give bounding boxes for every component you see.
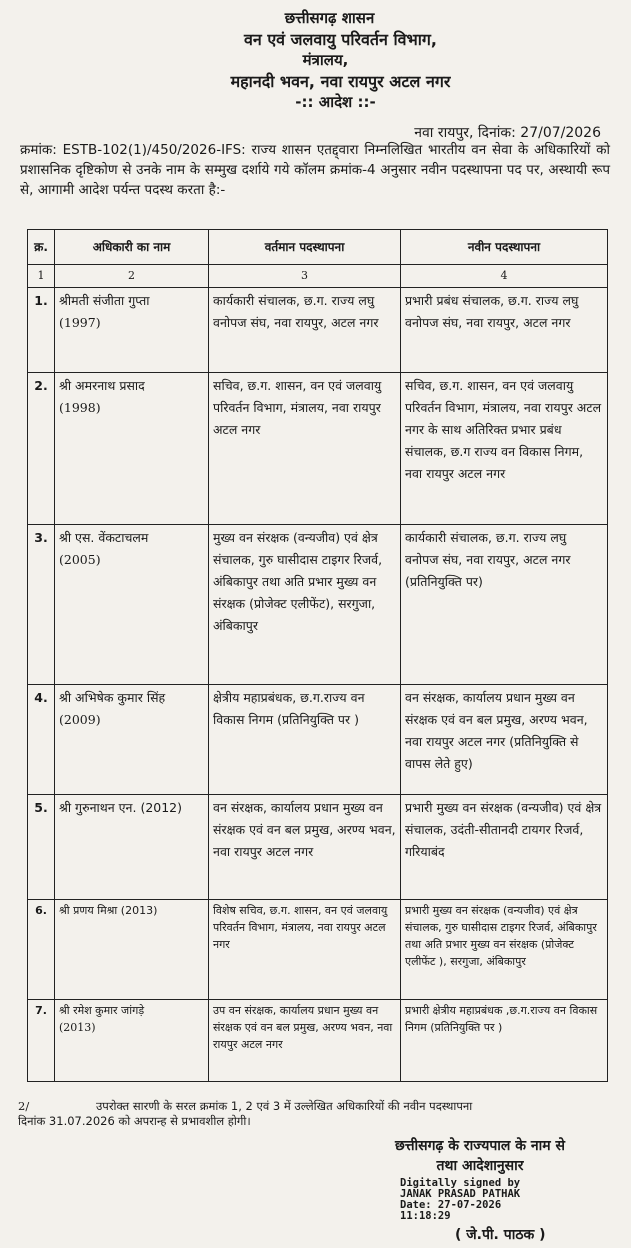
digital-signature-name: JANAK PRASAD PATHAK (400, 1188, 521, 1200)
footnote-text-continued: दिनांक 31.07.2026 को अपरान्ह से प्रभावशील होगी। (18, 1114, 251, 1128)
current-posting: क्षेत्रीय महाप्रबंधक, छ.ग.राज्य वन विकास निगम (प्रतिनियुक्ति पर ) (209, 685, 401, 795)
row-serial: 4. (28, 685, 55, 795)
header-government: छत्तीसगढ़ शासन (284, 9, 375, 27)
index-cell: 1 (28, 265, 55, 288)
table-row (28, 685, 608, 795)
current-posting: मुख्य वन संरक्षक (वन्यजीव) एवं क्षेत्र संचालक, गुरु घासीदास टाइगर रिजर्व, अंबिकापुर तथा अति प्रभार मुख्य वन संरक्षक (प्रोजेक्ट एलीफेंट), सरगुजा, अंबिकापुर (209, 525, 401, 685)
row-serial: 3. (28, 525, 55, 685)
digital-signature (400, 1178, 520, 1222)
current-posting: कार्यकारी संचालक, छ.ग. राज्य लघु वनोपज संघ, नवा रायपुर, अटल नगर (209, 288, 401, 373)
index-cell: 2 (55, 265, 209, 288)
officer-cell (55, 900, 209, 1000)
order-intro-paragraph: क्रमांक: ESTB-102(1)/450/2026-IFS: राज्य शासन एतद्द्वारा निम्नलिखित भारतीय वन सेवा के अधिकारियों को प्रशासनिक दृष्टिकोण से उनके नाम के सम्मुख दर्शाये गये कॉलम क्रमांक-4 अनुसार नवीन पदस्थापना पद पर, अस्थायी रूप से, आगामी आदेश पर्यन्त पदस्थ करता है:- (20, 142, 610, 198)
row-serial: 5. (28, 795, 55, 900)
header-order-title: -:: आदेश ::- (295, 93, 376, 111)
table-row (28, 373, 608, 525)
new-posting: प्रभारी क्षेत्रीय महाप्रबंधक ,छ.ग.राज्य वन विकास निगम (प्रतिनियुक्ति पर ) (401, 1000, 608, 1082)
officer-name: श्रीमती संजीता गुप्ता (59, 293, 150, 308)
new-posting: वन संरक्षक, कार्यालय प्रधान मुख्य वन संरक्षक एवं वन बल प्रमुख, अरण्य भवन, नवा रायपुर अटल नगर (प्रतिनियुक्ति से वापस लेते हुए) (401, 685, 608, 795)
col-header-current-posting: वर्तमान पदस्थापना (209, 230, 401, 265)
table-row (28, 1000, 608, 1082)
current-posting: उप वन संरक्षक, कार्यालय प्रधान मुख्य वन संरक्षक एवं वन बल प्रमुख, अरण्य भवन, नवा रायपुर अटल नगर (209, 1000, 401, 1082)
digital-signature-time: 11:18:29 (400, 1210, 451, 1222)
batch-year: (2009) (59, 712, 101, 727)
header-ministry: मंत्रालय, (302, 51, 349, 69)
officer-cell (55, 525, 209, 685)
table-row (28, 525, 608, 685)
table-row (28, 900, 608, 1000)
row-serial: 7. (28, 1000, 55, 1082)
col-header-new-posting: नवीन पदस्थापना (401, 230, 608, 265)
row-serial: 6. (28, 900, 55, 1000)
new-posting: सचिव, छ.ग. शासन, वन एवं जलवायु परिवर्तन विभाग, मंत्रालय, नवा रायपुर अटल नगर के साथ अतिरिक्त प्रभार प्रबंध संचालक, छ.ग राज्य वन विकास निगम, नवा रायपुर अटल नगर (401, 373, 608, 525)
batch-year: (1997) (59, 315, 101, 330)
current-posting: सचिव, छ.ग. शासन, वन एवं जलवायु परिवर्तन विभाग, मंत्रालय, नवा रायपुर अटल नगर (209, 373, 401, 525)
officer-cell (55, 795, 209, 900)
table-row (28, 288, 608, 373)
digital-signature-line: Digitally signed by (400, 1177, 521, 1189)
new-posting: प्रभारी प्रबंध संचालक, छ.ग. राज्य लघु वनोपज संघ, नवा रायपुर, अटल नगर (401, 288, 608, 373)
officer-name: श्री अभिषेक कुमार सिंह (59, 690, 166, 705)
new-posting: कार्यकारी संचालक, छ.ग. राज्य लघु वनोपज संघ, नवा रायपुर, अटल नगर (प्रतिनियुक्ति पर) (401, 525, 608, 685)
order-date: नवा रायपुर, दिनांक: 27/07/2026 (414, 125, 601, 141)
header-address: महानदी भवन, नवा रायपुर अटल नगर (230, 72, 451, 91)
officer-cell (55, 1000, 209, 1082)
table-header-row (28, 230, 608, 265)
batch-year: (1998) (59, 400, 101, 415)
officer-name: श्री गुरुनाथन एन. (2012) (59, 800, 183, 815)
row-serial: 2. (28, 373, 55, 525)
current-posting: वन संरक्षक, कार्यालय प्रधान मुख्य वन संरक्षक एवं वन बल प्रमुख, अरण्य भवन, नवा रायपुर अटल नगर (209, 795, 401, 900)
col-header-serial: क्र. (28, 230, 55, 265)
officer-cell (55, 685, 209, 795)
col-header-officer-name: अधिकारी का नाम (55, 230, 209, 265)
row-serial: 1. (28, 288, 55, 373)
header-department: वन एवं जलवायु परिवर्तन विभाग, (243, 30, 438, 49)
index-cell: 3 (209, 265, 401, 288)
document-header (0, 8, 631, 113)
officer-name: श्री प्रणय मिश्रा (2013) (59, 904, 158, 917)
digital-signature-date: Date: 27-07-2026 (400, 1199, 502, 1211)
table-index-row (28, 265, 608, 288)
officer-name: श्री एस. वेंकटाचलम (59, 530, 149, 545)
new-posting: प्रभारी मुख्य वन संरक्षक (वन्यजीव) एवं क्षेत्र संचालक, गुरु घासीदास टाइगर रिजर्व, अंबिकापुर तथा अति प्रभार मुख्य वन संरक्षक (प्रोजेक्ट एलीफेंट ), सरगुजा, अंबिकापुर (401, 900, 608, 1000)
officer-name: श्री अमरनाथ प्रसाद (59, 378, 145, 393)
posting-table (27, 229, 608, 1082)
authority-block (350, 1136, 610, 1176)
index-cell: 4 (401, 265, 608, 288)
authority-line-2: तथा आदेशानुसार (436, 1158, 524, 1174)
batch-year: (2013) (59, 1021, 96, 1034)
officer-name: श्री रमेश कुमार जांगड़े (59, 1004, 145, 1017)
current-posting: विशेष सचिव, छ.ग. शासन, वन एवं जलवायु परिवर्तन विभाग, मंत्रालय, नवा रायपुर अटल नगर (209, 900, 401, 1000)
officer-cell (55, 373, 209, 525)
authority-line-1: छत्तीसगढ़ के राज्यपाल के नाम से (395, 1138, 565, 1154)
footnote (18, 1099, 618, 1129)
batch-year: (2005) (59, 552, 101, 567)
signatory-name: ( जे.पी. पाठक ) (455, 1227, 546, 1243)
table-row (28, 795, 608, 900)
new-posting: प्रभारी मुख्य वन संरक्षक (वन्यजीव) एवं क्षेत्र संचालक, उदंती-सीतानदी टायगर रिजर्व, गरियाबंद (401, 795, 608, 900)
footnote-number: 2/ (18, 1099, 30, 1113)
footnote-text: उपरोक्त सारणी के सरल क्रमांक 1, 2 एवं 3 में उल्लेखित अधिकारियों की नवीन पदस्थापना (96, 1099, 473, 1113)
officer-cell (55, 288, 209, 373)
